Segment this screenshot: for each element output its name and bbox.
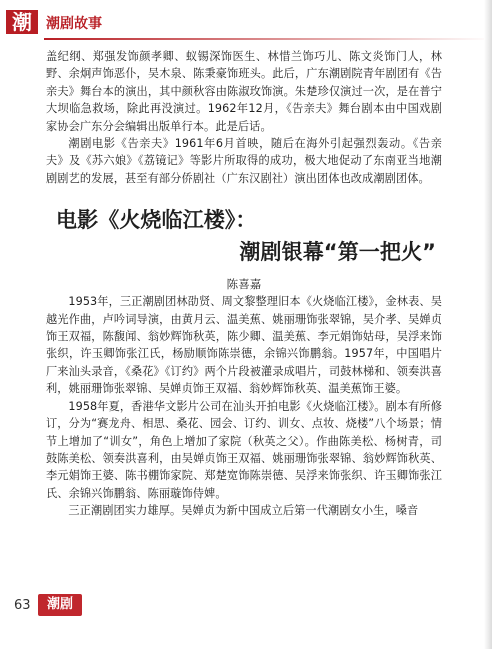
article-title bbox=[46, 205, 442, 269]
article-title-line-2: 潮剧银幕“第一把火” bbox=[239, 240, 436, 265]
page-edge-shadow bbox=[484, 0, 492, 649]
page-body bbox=[46, 48, 442, 520]
footer-logo: 潮剧 bbox=[38, 594, 82, 616]
journal-logo: 潮 bbox=[6, 10, 38, 34]
paragraph-continued: 盖纪纲、郑强发饰颜孝卿、蚁锡深饰医生、林惜兰饰巧儿、陈文炎饰门人，林野、余炯声饰恶仆，吴木泉、陈秉豪饰班头。此后，广东潮剧院青年剧团有《告亲夫》舞台本的演出，其中颜秋容由陈淑玫饰演。朱楚珍仅演过一次，是在普宁大坝临急救场，除此再没演过。1962年12月，《告亲夫》舞台剧本由中国戏剧家协会广东分会编辑出版单行本。此是后话。 bbox=[46, 50, 442, 133]
article-title-line-1: 电影《火烧临江楼》： bbox=[56, 208, 257, 233]
section-title: 潮剧故事 bbox=[46, 16, 102, 32]
article-author: 陈喜嘉 bbox=[226, 277, 262, 292]
paragraph: 1953年，三正潮剧团林劭贤、周文黎整理旧本《火烧临江楼》，金林表、吴越光作曲，卢吟词导演，由黄月云、温美蕉、姚丽珊饰张翠锦，吴介孝、吴婵贞饰王双福，陈馥闻、翁妙辉饰秋英，陈少卿、温美蕉、李元娟饰姑母，吴浮来饰张织，许玉卿饰张江氏，杨励顺饰陈崇德，余锦兴饰鹏翁。1957年，中国唱片厂来汕头录音，《桑花》《订约》两个片段被灌录成唱片，司鼓林梯和、领奏洪喜利，姚丽珊饰张翠锦、吴婵贞饰王双福、翁妙辉饰秋英、温美蕉饰王婆。 bbox=[46, 295, 442, 396]
paragraph: 潮剧电影《告亲夫》1961年6月首映，随后在海外引起强烈轰动。《告亲夫》及《苏六娘》《荔镜记》等影片所取得的成功，极大地促动了东南亚当地潮剧剧艺的发展，甚至有部分侨剧社（广东汉剧社）演出团体也改成潮剧团体。 bbox=[46, 137, 442, 185]
page-number: 63 bbox=[14, 598, 31, 613]
page-header bbox=[0, 0, 492, 40]
paragraph: 三正潮剧团实力雄厚。吴婵贞为新中国成立后第一代潮剧女小生，嗓音 bbox=[68, 504, 419, 518]
header-divider bbox=[44, 38, 492, 40]
paragraph: 1958年夏，香港华文影片公司在汕头开拍电影《火烧临江楼》。剧本有所修订，分为“赛龙舟、相思、桑花、园会、订约、训女、点妆、烧楼”八个场景；情节上增加了“训女”，角色上增加了家院（秋英之父）。作曲陈美松、杨树青，司鼓陈美松、领奏洪喜利，由吴婵贞饰王双福、姚丽珊饰张翠锦、翁妙辉饰秋英、李元娟饰王婆、陈书棚饰家院、郑楚宽饰陈崇德、吴浮来饰张织、许玉卿饰张江氏、余锦兴饰鹏翁、陈丽璇饰侍婢。 bbox=[46, 399, 442, 500]
